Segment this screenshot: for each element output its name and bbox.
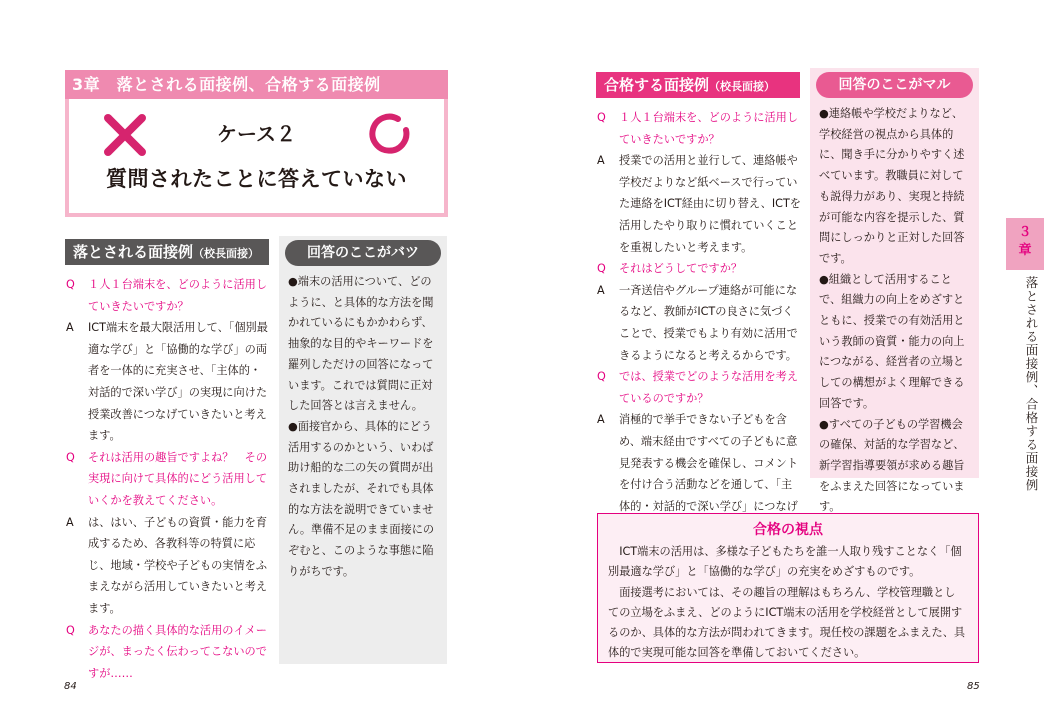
pass-point-heading: 回答のここがマル	[816, 72, 973, 98]
fail-qa-list	[66, 274, 272, 684]
case-title: 質問されたことに答えていない	[106, 167, 407, 191]
fail-example-title: 落とされる面接例	[73, 243, 194, 261]
point-paragraph: ●面接官から、具体的にどう活用するのかという、いわば助け船的な二の矢の質問が出されましたが、それでも具体的な方法を説明できていません。準備不足のまま面接にのぞむと、このような事態に陥りがちです。	[288, 419, 435, 578]
point-paragraph: ●組織として活用することで、組織力の向上をめざすとともに、授業での有効活用という教師の資質・能力の向上につながる、経営者の立場としての構想がよく理解できる回答です。	[819, 272, 965, 410]
chapter-banner: 3章 落とされる面接例、合格する面接例	[65, 70, 448, 99]
case-box	[65, 99, 448, 217]
qa-item: A 一斉送信やグループ連絡が可能になるなど、教師がICTの良さに気づくことで、授業でもより有効に活用できるようになると考えるからです。	[597, 283, 798, 362]
qa-item: A 授業での活用と並行して、連絡帳や学校だよりなど紙ベースで行っていた連絡をICT経由に切り替え、ICTを活用したやり取りに慣れていくことを重視したいと考えます。	[597, 154, 801, 254]
qa-item: A 消極的で挙手できない子どもを含め、端末経由ですべての子どもに意見発表する機会を確保し、コメントを付け合う活動などを通して、「主体的・対話的で深い学び」につなげ	[597, 413, 799, 513]
fail-example-subtitle: （校長面接）	[193, 247, 260, 260]
fail-point-body	[279, 266, 447, 583]
pass-point-body	[810, 98, 979, 518]
qa-item: Q １人１台端末を、どのように活用していきたいですか？	[597, 111, 799, 146]
viewpoint-paragraph: 面接選考においては、その趣旨の理解はもちろん、学校管理職としての立場をふまえ、どのようにICT端末の活用を学校経営として展開するのか、具体的な方法が問われてきます。現任校の課題をふまえた、具体的で実現可能な回答を準備しておいてください。	[608, 585, 966, 660]
fail-point-panel	[279, 236, 447, 664]
pass-viewpoint-box	[597, 513, 979, 663]
pass-example-title: 合格する面接例	[604, 76, 710, 94]
qa-item: A ICT端末を最大限活用して、「個別最適な学び」と「協働的な学び」の両者を一体的に充実させ、「主体的・対話的で深い学び」の実現に向けた授業改善につなげていきたいと考えます。	[66, 321, 268, 443]
point-paragraph: ●連絡帳や学校だよりなど、学校経営の視点から具体的に、聞き手に分かりやすく述べています。教職員に対しても説得力があり、実現と持続が可能な内容を提示した、質問にしっかりと正対した回答です。	[819, 107, 965, 265]
viewpoint-paragraph: ICT端末の活用は、多様な子どもたちを誰一人取り残すことなく「個別最適な学び」と「協働的な学び」の充実をめざすものです。	[608, 545, 962, 579]
point-paragraph: ●端末の活用について、どのように、と具体的な方法を聞かれているにもかかわらず、抽象的な目的やキーワードを羅列しただけの回答になっています。これでは質問に正対した回答とは言えません。	[288, 275, 434, 413]
pass-viewpoint-body	[598, 539, 978, 664]
fail-example-heading	[65, 239, 269, 265]
pass-example-subtitle: （校長面接）	[709, 80, 776, 93]
chapter-side-title: 落とされる面接例、合格する面接例	[1024, 276, 1039, 492]
qa-item: Q それはどうしてですか？	[597, 262, 743, 276]
pass-qa-list	[597, 107, 803, 539]
page-number-left: 84	[64, 681, 77, 692]
page-number-right: 85	[967, 681, 980, 692]
point-paragraph: ●すべての子どもの学習機会の確保、対話的な学習など、新学習指導要領が求める趣旨をふまえた回答になっています。	[819, 417, 965, 514]
qa-item: Q それは活用の趣旨ですよね？ その実現に向けて具体的にどう活用していくかを教えてください。	[66, 450, 268, 507]
pass-point-panel	[810, 68, 979, 514]
qa-item: Q では、授業でどのような活用を考えているのですか？	[597, 370, 799, 405]
qa-item: Q １人１台端末を、どのように活用していきたいですか？	[66, 278, 268, 313]
pass-example-heading	[596, 72, 800, 98]
fail-point-heading: 回答のここがバツ	[285, 240, 441, 266]
case-label: ケース２	[217, 122, 296, 146]
circle-icon	[367, 112, 413, 158]
chapter-side-tab: ３ 章	[1006, 218, 1044, 270]
qa-item: Q あなたの描く具体的な活用のイメージが、まったく伝わってこないのですが……	[66, 623, 267, 680]
qa-item: A は、はい、子どもの資質・能力を育成するため、各教科等の特質に応じ、地域・学校や子どもの実情をふまえながら活用していきたいと考えます。	[66, 515, 268, 615]
pass-viewpoint-title: 合格の視点	[753, 522, 823, 538]
